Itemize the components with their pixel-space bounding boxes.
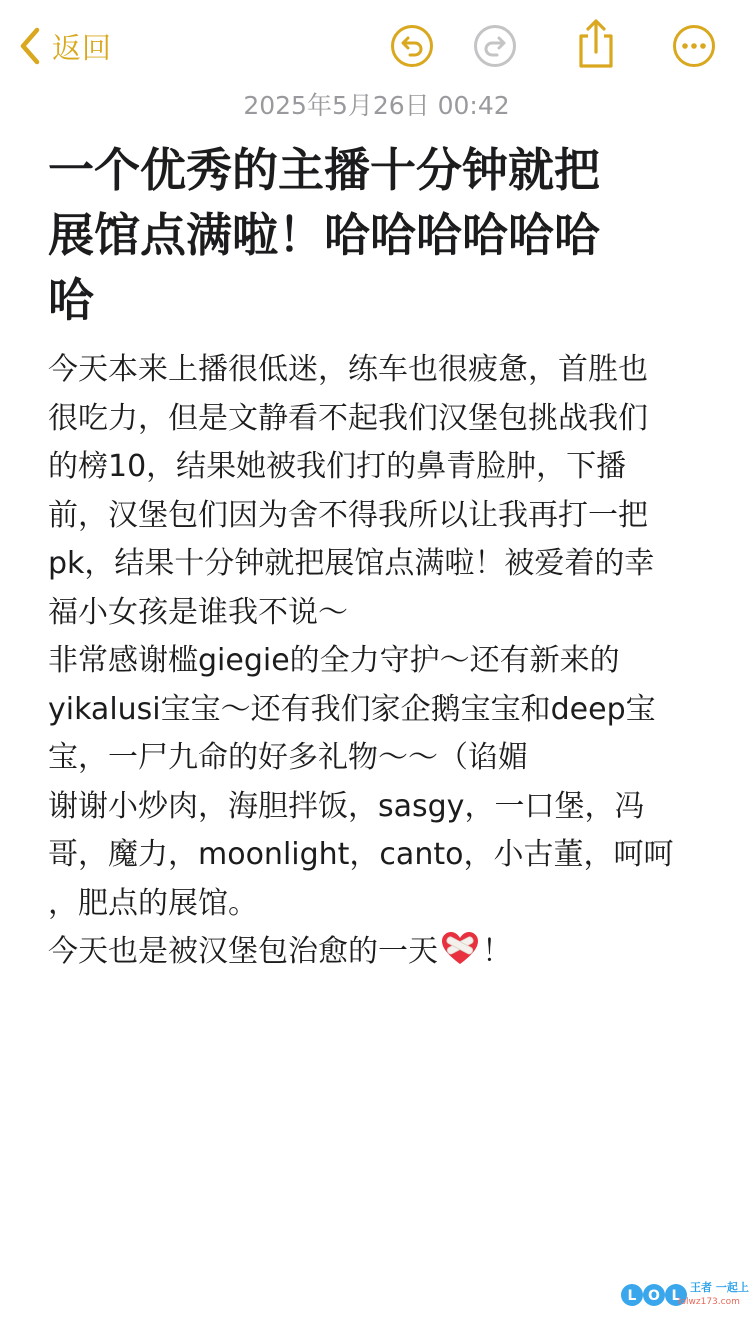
body-line: 哥，魔力，moonlight，canto，小古董，呵呵 (48, 837, 674, 872)
body-last-line (48, 928, 708, 977)
body-line: 福小女孩是谁我不说～ (48, 594, 348, 630)
title-line: 一个优秀的主播十分钟就把 (48, 143, 600, 197)
last-line-text: 今天也是被汉堡包治愈的一天 (48, 934, 438, 969)
body-line: 前，汉堡包们因为舍不得我所以让我再打一把 (48, 497, 648, 533)
title-line: 哈 (48, 273, 94, 327)
watermark-url: lolwz173.com (678, 1297, 740, 1307)
body-line: 的榜10，结果她被我们打的鼻青脸肿，下播 (48, 449, 627, 484)
watermark-brand: 王者 一起上 (690, 1281, 749, 1294)
body-line: yikalusi宝宝～还有我们家企鹅宝宝和deep宝 (48, 691, 656, 727)
mending-heart-icon (440, 930, 480, 966)
last-line-end: ！ (482, 934, 512, 969)
share-icon[interactable] (573, 18, 619, 70)
note-body[interactable] (48, 346, 708, 977)
body-line: 宝，一尸九命的好多礼物～～（谄媚 (48, 740, 528, 775)
note-toolbar (0, 0, 753, 90)
title-line: 展馆点满啦！哈哈哈哈哈哈 (48, 208, 600, 262)
undo-icon[interactable] (390, 24, 434, 68)
body-line: 很吃力，但是文静看不起我们汉堡包挑战我们 (48, 400, 648, 436)
back-label: 返回 (52, 30, 113, 65)
svg-text:L: L (627, 1288, 637, 1304)
note-title[interactable] (48, 138, 688, 333)
body-line: 谢谢小炒肉，海胆拌饭，sasgy，一口堡，冯 (48, 788, 645, 824)
svg-text:L: L (671, 1288, 681, 1304)
back-button[interactable] (18, 24, 112, 68)
watermark (618, 1278, 753, 1314)
more-icon[interactable] (672, 24, 716, 68)
svg-text:O: O (648, 1288, 660, 1304)
redo-icon[interactable] (473, 24, 517, 68)
note-timestamp: 2025年5月26日 00:42 (243, 91, 510, 120)
chevron-left-icon (18, 26, 42, 66)
body-line: ，肥点的展馆。 (48, 885, 258, 921)
body-line: pk，结果十分钟就把展馆点满啦！被爱着的幸 (48, 546, 655, 581)
body-line: 非常感谢槛giegie的全力守护～还有新来的 (48, 643, 620, 678)
body-line: 今天本来上播很低迷，练车也很疲惫，首胜也 (48, 352, 648, 387)
